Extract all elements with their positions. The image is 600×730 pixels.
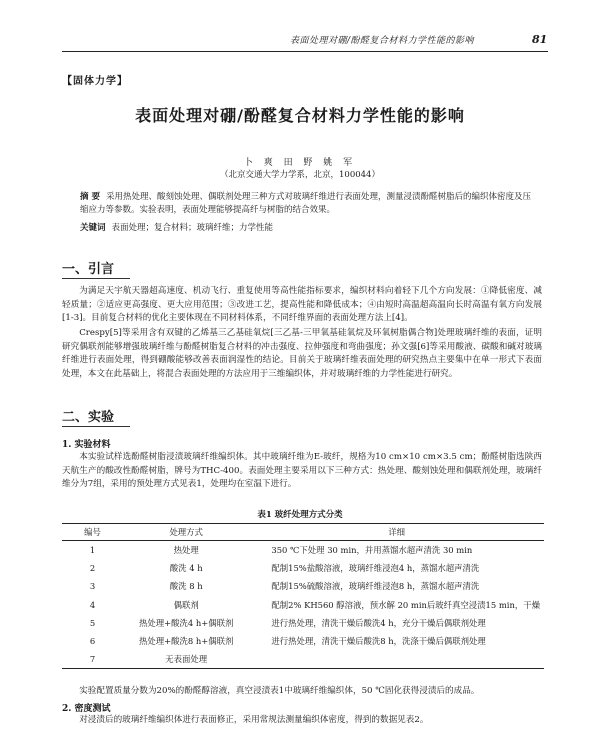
keywords-label: 关键词 <box>80 223 106 233</box>
section-rule <box>62 426 130 427</box>
table-cell: 6 <box>89 636 96 647</box>
authors: 卜 爽 田 野 姚 军 <box>243 158 357 168</box>
table-cell: 配制15%盐酸溶液，玻璃纤维浸泡4 h，蒸馏水超声清洗 <box>271 563 480 574</box>
table-cell: 3 <box>89 581 96 592</box>
table-header-cell: 编号 <box>62 524 123 541</box>
table-cell: 酸洗 4 h <box>169 563 203 574</box>
section-tag: 【固体力学】 <box>62 76 128 87</box>
table-row <box>62 632 544 650</box>
table-row <box>62 614 544 632</box>
header-rule <box>62 51 548 52</box>
table-cell: 4 <box>89 599 96 610</box>
paper-title: 表面处理对硼/酚醛复合材料力学性能的影响 <box>135 106 465 125</box>
table-row <box>62 650 544 669</box>
table-header-cell: 处理方式 <box>123 524 249 541</box>
keywords-text: 表面处理；复合材料；玻璃纤维；力学性能 <box>111 223 274 233</box>
subsection-materials: 1. 实验材料 <box>62 440 111 450</box>
abstract-label: 摘 要 <box>80 192 100 202</box>
density-paragraph: 对浸渍后的玻璃纤维编织体进行表面修正，采用常规法测量编织体密度，得到的数据见表2。 <box>79 715 429 725</box>
table-cell <box>249 650 544 669</box>
page-number: 81 <box>532 33 548 46</box>
running-header <box>0 0 600 60</box>
table-row <box>62 541 544 560</box>
table-cell: 配制2% KH560 醇溶液，预水解 20 min后玻纤真空浸渍15 min，干燥 <box>271 599 540 610</box>
treatment-table <box>62 523 544 669</box>
abstract-text: 采用热处理、酸刻蚀处理、偶联剂处理三种方式对玻璃纤维进行表面处理，测量浸渍酚醛树脂后的编织体密度及压缩应力等参数。实验表明，表面处理能够提高纤与树脂的结合效果。 <box>80 192 531 215</box>
table-cell: 配制15%硫酸溶液，玻璃纤维浸泡8 h，蒸馏水超声清洗 <box>271 581 480 592</box>
table-cell: 无表面处理 <box>123 650 249 669</box>
intro-paragraph-1: 为满足天宇航天器超高速度、机动飞行、重复使用等高性能指标要求，编织材料向着轻下几个方向发展：①降低密度、减轻质量；②适应更高强度、更大应用范围；③改进工艺，提高性能和降低成本；④由短时高温超高温向长时高温有氧方向发展[1-3]。目前复合材料的优化主要体现在不同材料体系，不同纤维界面的表面处理方法上[4]。 <box>62 286 542 323</box>
table-row <box>62 559 544 577</box>
table-header-row <box>62 524 544 541</box>
section-heading-experiment: 二、实验 <box>62 410 115 425</box>
table-cell: 5 <box>89 617 96 628</box>
table-cell: 7 <box>62 650 123 669</box>
impregnation-paragraph: 实验配置质量分数为20%的酚醛醇溶液，真空浸渍表1中玻璃纤维编织体，50 ℃固化获得浸渍后的成品。 <box>79 686 480 696</box>
keywords <box>80 222 535 235</box>
table-cell: 热处理 <box>173 545 199 556</box>
table-row <box>62 596 544 614</box>
table-row <box>62 577 544 595</box>
section-heading-intro: 一、引言 <box>62 262 115 277</box>
abstract <box>80 191 535 217</box>
affiliation: （北京交通大学力学系，北京，100044） <box>220 170 380 180</box>
table-cell: 1 <box>89 545 96 556</box>
table-cell: 热处理+酸洗8 h+偶联剂 <box>138 636 234 647</box>
subsection-density: 2. 密度测试 <box>62 704 111 714</box>
materials-paragraph: 本实验试样选酚醛树脂浸渍玻璃纤维编织体。其中玻璃纤维为E-玻纤，规格为10 cm×10 cm×3.5 cm；酚醛树脂选陕西天航生产的酸改性酚醛树脂，牌号为THC-400。表面处理主要采用以下三种方式：热处理、酸刻蚀处理和偶联剂处理，玻璃纤维分为7组，采用的预处理方式见表1，处理均在室温下进行。 <box>62 452 542 489</box>
table-cell: 进行热处理，清洗干燥后酸洗8 h，洗涤干燥后偶联剂处理 <box>271 636 486 647</box>
table-cell: 酸洗 8 h <box>169 581 203 592</box>
section-rule <box>62 278 130 279</box>
table-cell: 偶联剂 <box>173 599 199 610</box>
table-cell: 350 ℃下处理 30 min，并用蒸馏水超声清洗 30 min <box>271 545 473 556</box>
table-caption: 表1 玻纤处理方式分类 <box>257 510 343 520</box>
table-cell: 2 <box>89 563 96 574</box>
table-cell: 热处理+酸洗4 h+偶联剂 <box>138 617 234 628</box>
intro-paragraph-2: Crespy[5]等采用含有双键的乙烯基三乙基硅氧烷[三乙基-三甲氧基硅氧烷及环氧树脂偶合物]处理玻璃纤维的表面，证明研究偶联剂能够增强玻璃纤维与酚醛树脂复合材料的冲击强度、拉伸强度和弯曲强度；孙文强[6]等采用酸液、碳酸和碱对玻璃纤维进行表面处理，得到硼酸能够改善表面润湿性的结论。目前关于玻璃纤维表面处理的研究热点主要集中在单一形式下表面处理，本文在此基础上，将混合表面处理的方法应用于三维编织体，并对玻璃纤维的力学性能进行研究。 <box>62 328 542 379</box>
table-header-cell: 详细 <box>249 524 544 541</box>
table-cell: 进行热处理，清洗干燥后酸洗4 h，充分干燥后偶联剂处理 <box>271 617 486 628</box>
running-title: 表面处理对硼/酚醛复合材料力学性能的影响 <box>290 36 475 46</box>
